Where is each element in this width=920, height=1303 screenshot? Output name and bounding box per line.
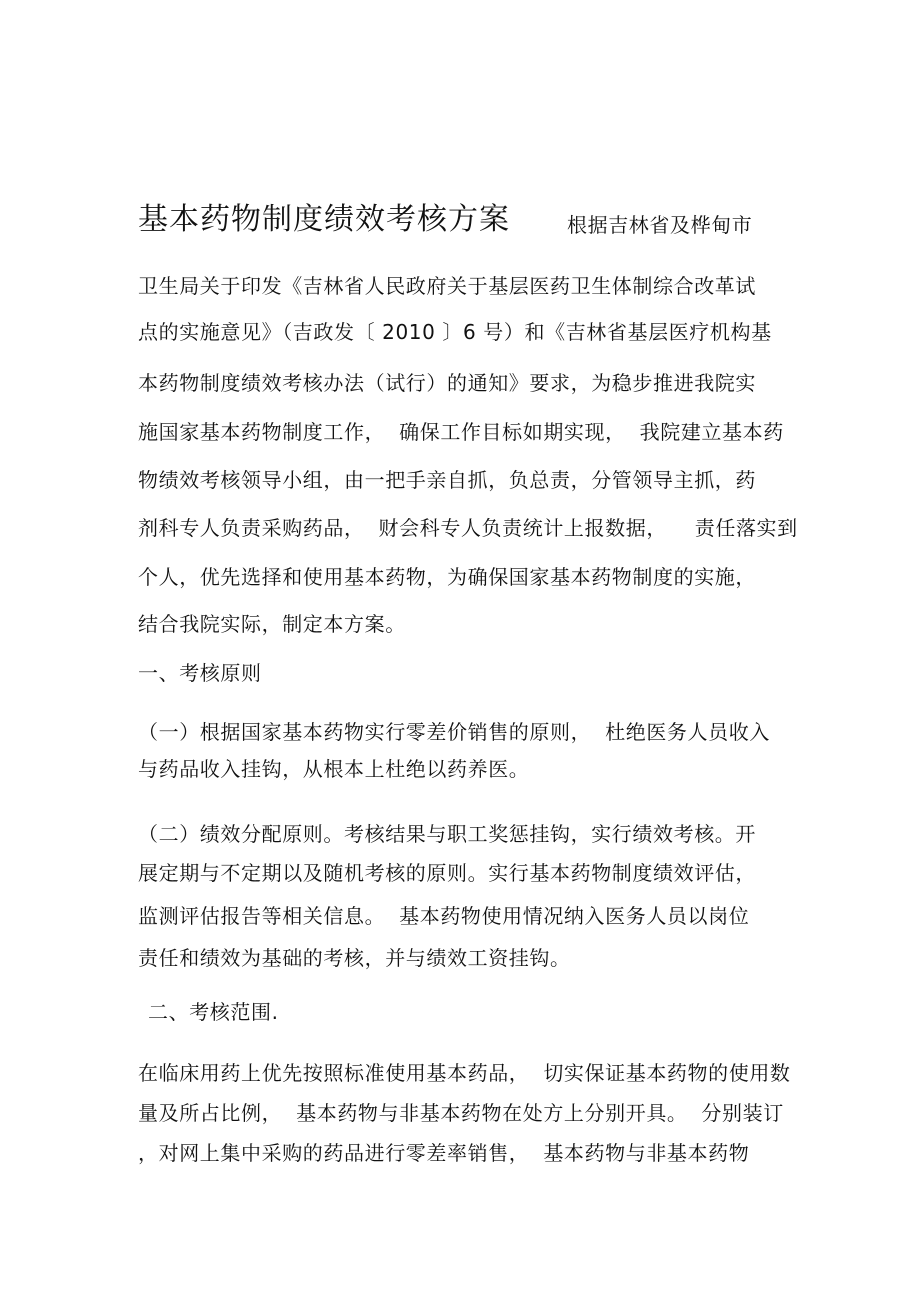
section-body-line: 量及所占比例， 基本药物与非基本药物在处方上分别开具。 分别装订 — [138, 1101, 784, 1125]
intro-line: 个人，优先选择和使用基本药物，为确保国家基本药物制度的实施， — [138, 565, 756, 589]
section-item-line: 与药品收入挂钩，从根本上杜绝以药养医。 — [138, 757, 530, 781]
intro-line: 结合我院实际，制定本方案。 — [138, 612, 406, 636]
intro-line: 剂科专人负责采购药品， 财会科专人负责统计上报数据， 责任落实到 — [138, 516, 798, 540]
intro-line: 点的实施意见》（吉政发〔 2010 〕6 号）和《吉林省基层医疗机构基 — [138, 320, 772, 344]
section-item-line: （一）根据国家基本药物实行零差价销售的原则， 杜绝医务人员收入 — [138, 720, 770, 744]
section-item-line: 监测评估报告等相关信息。 基本药物使用情况纳入医务人员以岗位 — [138, 904, 750, 928]
intro-line: 卫生局关于印发《吉林省人民政府关于基层医药卫生体制综合改革试 — [138, 274, 756, 298]
section-body-line: ，对网上集中采购的药品进行零差率销售， 基本药物与非基本药物 — [138, 1141, 750, 1165]
intro-line: 施国家基本药物制度工作， 确保工作目标如期实现， 我院建立基本药 — [138, 420, 784, 444]
intro-line: 本药物制度绩效考核办法（试行）的通知》要求，为稳步推进我院实 — [138, 371, 756, 395]
section-item-line: 责任和绩效为基础的考核，并与绩效工资挂钩。 — [138, 946, 571, 970]
section-item-line: （二）绩效分配原则。考核结果与职工奖惩挂钩，实行绩效考核。开 — [138, 822, 756, 846]
section-body-line: 在临床用药上优先按照标准使用基本药品， 切实保证基本药物的使用数 — [138, 1061, 791, 1085]
section-heading: 一、考核原则 — [138, 661, 262, 685]
document-title: 基本药物制度绩效考核方案 — [138, 202, 510, 237]
section-item-line: 展定期与不定期以及随机考核的原则。实行基本药物制度绩效评估， — [138, 861, 756, 885]
section-heading: 二、考核范围. — [148, 1000, 279, 1024]
intro-line: 物绩效考核领导小组，由一把手亲自抓，负总责，分管领导主抓，药 — [138, 468, 756, 492]
intro-first-segment: 根据吉林省及桦甸市 — [567, 213, 753, 237]
